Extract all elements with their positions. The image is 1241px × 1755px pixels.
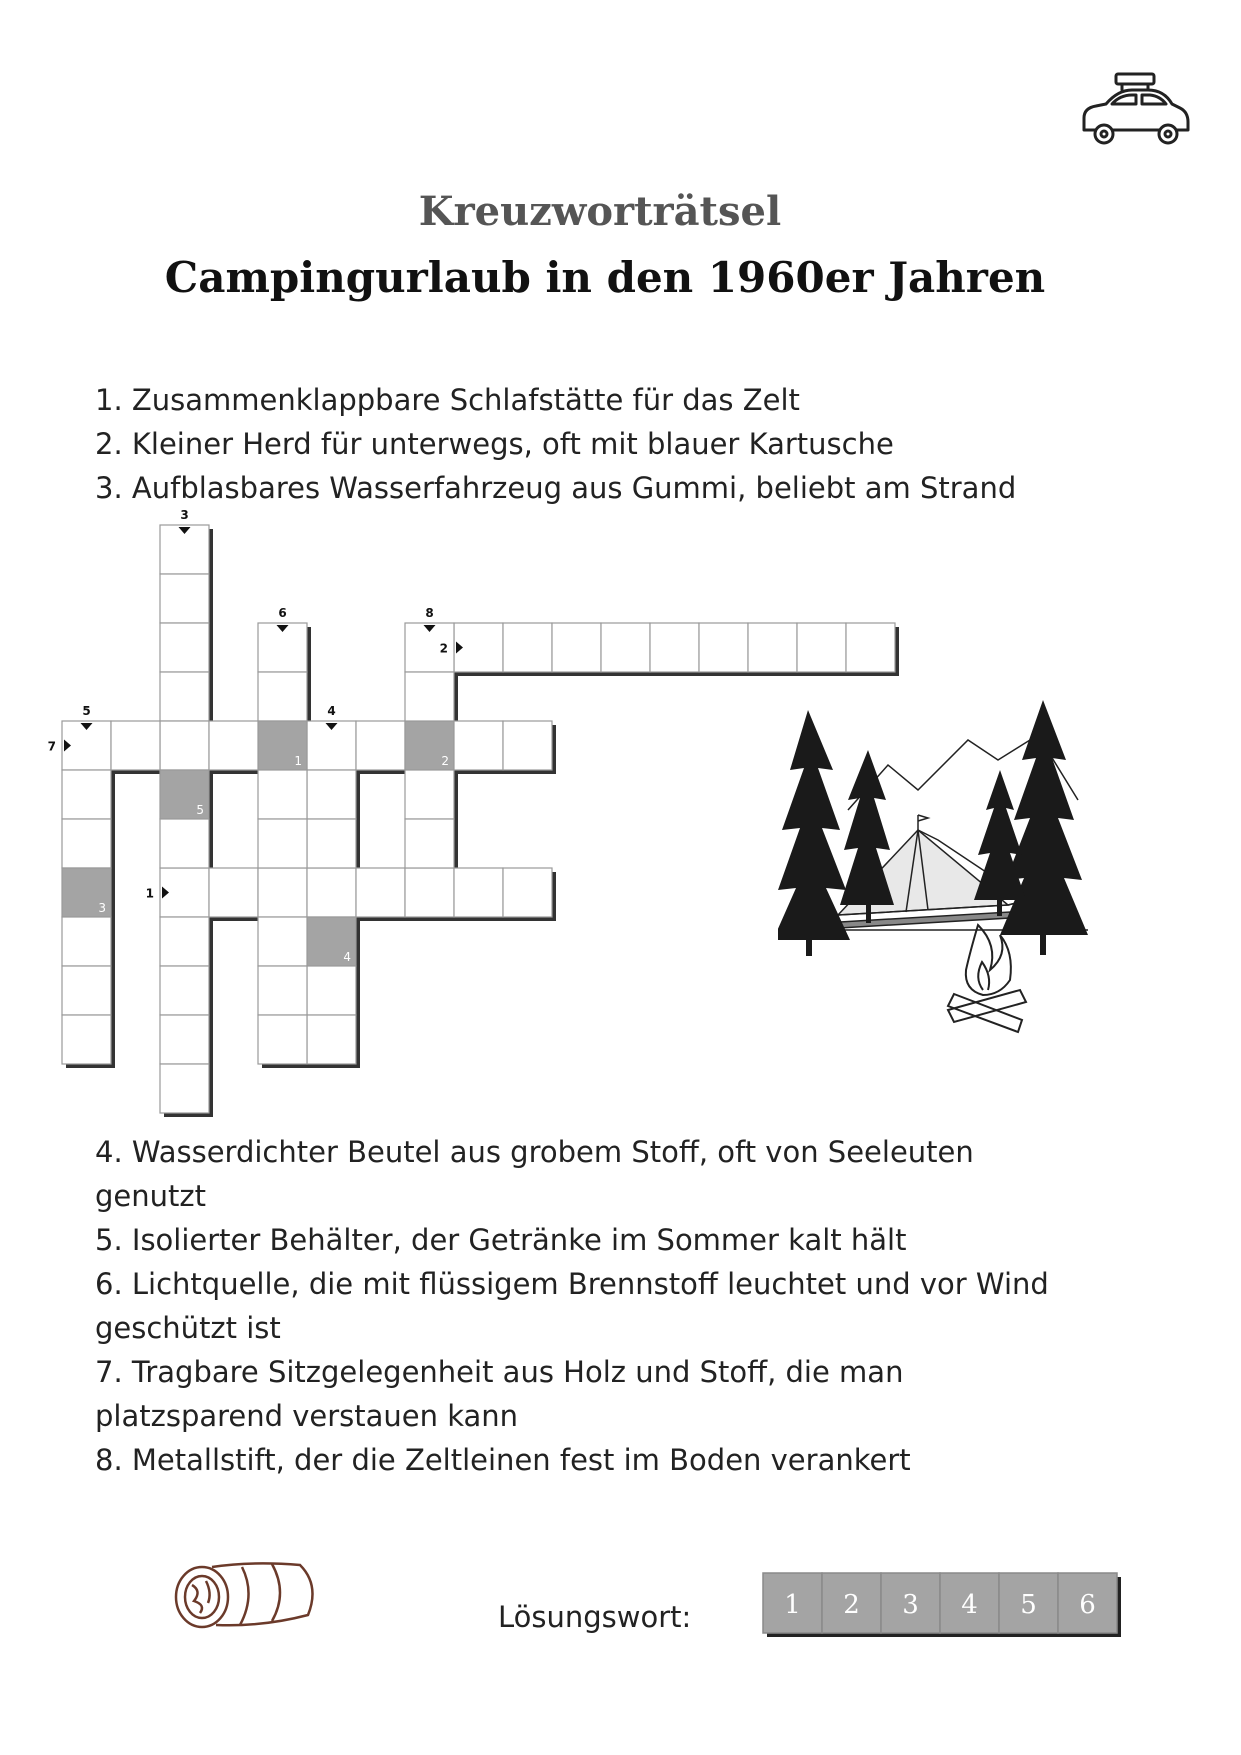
clue-number: 6: [278, 606, 287, 620]
grid-cell[interactable]: [405, 770, 454, 819]
grid-cell[interactable]: [111, 721, 160, 770]
clue-number: 8: [425, 606, 434, 620]
grid-cell[interactable]: [62, 917, 111, 966]
grid-cell[interactable]: [503, 623, 552, 672]
grid-cell[interactable]: [307, 868, 356, 917]
grid-cell[interactable]: [258, 868, 307, 917]
clue-number: 2: [439, 641, 448, 656]
grid-cell[interactable]: [356, 721, 405, 770]
clue-4: 4. Wasserdichter Beutel aus grobem Stoff, oft von Seeleuten genutzt: [95, 1135, 974, 1213]
solution-cell-number: 5: [196, 803, 204, 817]
clue-3: 3. Aufblasbares Wasserfahrzeug aus Gummi, beliebt am Strand: [95, 471, 1017, 505]
solution-box-number: 3: [902, 1590, 919, 1620]
grid-cell[interactable]: [258, 1015, 307, 1064]
grid-cell[interactable]: [160, 917, 209, 966]
clue-2: 2. Kleiner Herd für unterwegs, oft mit blauer Kartusche: [95, 427, 894, 461]
clue-8: 8. Metallstift, der die Zeltleinen fest im Boden verankert: [95, 1443, 911, 1477]
grid-cell[interactable]: [258, 917, 307, 966]
grid-cell[interactable]: [454, 721, 503, 770]
grid-cell[interactable]: [307, 819, 356, 868]
grid-cell[interactable]: [797, 623, 846, 672]
solution-box-number: 1: [784, 1590, 801, 1620]
clue-5: 5. Isolierter Behälter, der Getränke im Sommer kalt hält: [95, 1223, 907, 1257]
grid-cell[interactable]: [748, 623, 797, 672]
solution-label: Lösungswort:: [498, 1600, 692, 1634]
grid-cell[interactable]: [601, 623, 650, 672]
clue-number: 7: [47, 739, 56, 754]
clue-number: 4: [327, 704, 336, 718]
car-icon: [1076, 70, 1196, 150]
grid-cell[interactable]: [258, 672, 307, 721]
clue-6: 6. Lichtquelle, die mit flüssigem Brennstoff leuchtet und vor Wind geschützt ist: [95, 1267, 1049, 1345]
clue-number: 1: [145, 886, 154, 901]
grid-cell[interactable]: [552, 623, 601, 672]
grid-cell[interactable]: [160, 966, 209, 1015]
clue-number: 5: [82, 704, 91, 718]
grid-cell[interactable]: [62, 819, 111, 868]
grid-cell[interactable]: [307, 966, 356, 1015]
grid-cell[interactable]: [160, 721, 209, 770]
clue-number: 3: [180, 508, 189, 522]
grid-cell[interactable]: [405, 672, 454, 721]
solution-box-number: 5: [1020, 1590, 1037, 1620]
grid-cell[interactable]: [454, 868, 503, 917]
solution-box-number: 6: [1079, 1590, 1096, 1620]
grid-cell[interactable]: [209, 721, 258, 770]
grid-cell[interactable]: [62, 966, 111, 1015]
sleeping-bag-icon: [172, 1555, 322, 1645]
solution-cell-number: 3: [98, 901, 106, 915]
clue-1: 1. Zusammenklappbare Schlafstätte für das Zelt: [95, 383, 800, 417]
grid-cell[interactable]: [503, 868, 552, 917]
grid-cell[interactable]: [209, 868, 258, 917]
puzzle-title: Campingurlaub in den 1960er Jahren: [164, 253, 1046, 302]
camping-illustration: [778, 690, 1108, 1050]
grid-cell[interactable]: [699, 623, 748, 672]
grid-cell[interactable]: [62, 770, 111, 819]
solution-cell-number: 4: [343, 950, 351, 964]
clue-7: 7. Tragbare Sitzgelegenheit aus Holz und Stoff, die man platzsparend verstauen kann: [95, 1355, 904, 1433]
grid-cell[interactable]: [160, 819, 209, 868]
grid-cell[interactable]: [307, 1015, 356, 1064]
grid-cell[interactable]: [405, 868, 454, 917]
grid-cell[interactable]: [160, 1064, 209, 1113]
grid-cell[interactable]: [307, 770, 356, 819]
grid-cell[interactable]: [160, 623, 209, 672]
grid-cell[interactable]: [258, 770, 307, 819]
solution-cell-number: 1: [294, 754, 302, 768]
grid-cell[interactable]: [160, 1015, 209, 1064]
grid-cell[interactable]: [160, 672, 209, 721]
puzzle-subtitle: Kreuzworträtsel: [418, 188, 782, 235]
grid-cell[interactable]: [846, 623, 895, 672]
grid-cell[interactable]: [650, 623, 699, 672]
grid-cell[interactable]: [405, 819, 454, 868]
solution-box-number: 4: [961, 1590, 978, 1620]
grid-cell[interactable]: [62, 1015, 111, 1064]
grid-cell[interactable]: [356, 868, 405, 917]
grid-cell[interactable]: [258, 819, 307, 868]
solution-box-number: 2: [843, 1590, 860, 1620]
grid-cell[interactable]: [258, 966, 307, 1015]
grid-cell[interactable]: [160, 574, 209, 623]
grid-cell[interactable]: [503, 721, 552, 770]
solution-cell-number: 2: [441, 754, 449, 768]
